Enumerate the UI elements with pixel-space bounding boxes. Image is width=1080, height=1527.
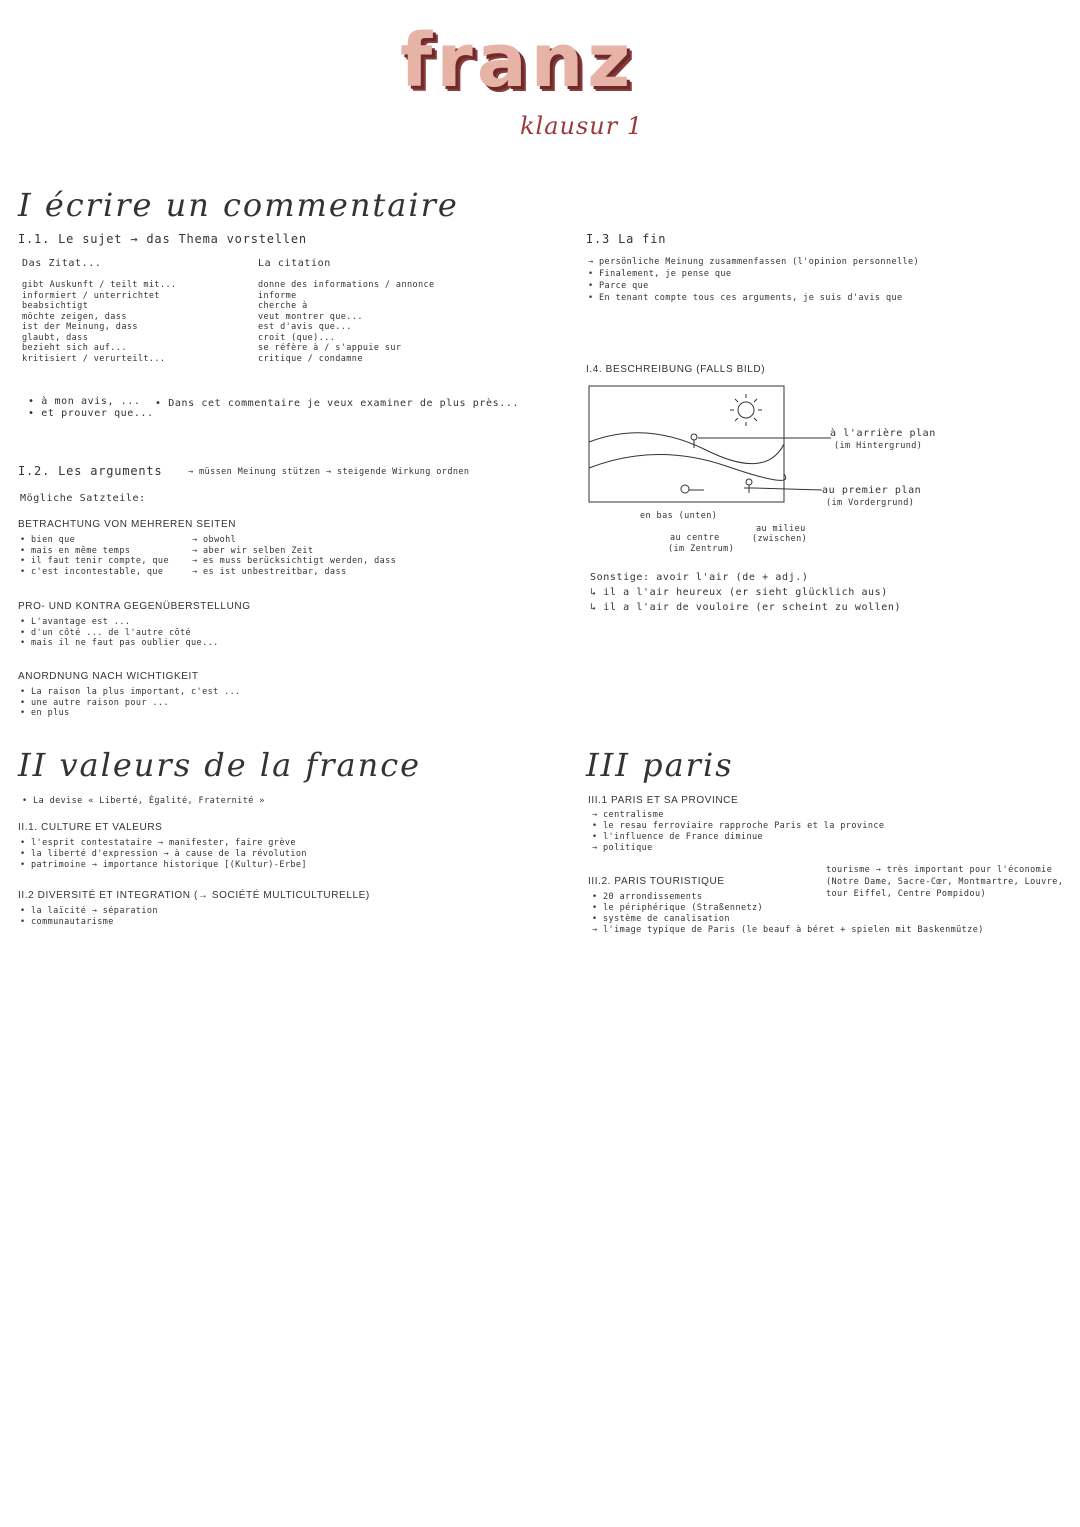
list-item: • communautarisme <box>20 917 114 927</box>
list-item: cherche à <box>258 301 308 311</box>
list-item: • c'est incontestable, que <box>20 566 164 577</box>
list-item: • Parce que <box>588 281 649 291</box>
list-item: • mais il ne faut pas oublier que... <box>20 638 219 648</box>
list-item: → centralisme <box>592 810 664 820</box>
list-item: → es ist unbestreitbar, dass <box>192 566 347 577</box>
list-item: • Finalement, je pense que <box>588 269 732 279</box>
list-item: tour Eiffel, Centre Pompidou) <box>826 889 987 899</box>
list-item: bezieht sich auf... <box>22 343 127 353</box>
label-center: au centre <box>670 533 720 543</box>
label-front: au premier plan <box>822 485 922 496</box>
list-item: critique / condamne <box>258 353 363 364</box>
sketch-frame <box>589 386 784 502</box>
list-item: • La raison la plus important, c'est ... <box>20 687 241 697</box>
diversity-list <box>20 906 158 928</box>
subsection-1-1-title: I.1. Le sujet → das Thema vorstellen <box>18 232 307 246</box>
list-item: • l'esprit contestataire → manifester, faire grève <box>20 838 296 848</box>
group-1-left <box>20 535 169 577</box>
page-subtitle: klausur 1 <box>520 112 644 140</box>
list-item: glaubt, dass <box>22 332 89 343</box>
list-item: • patrimoine → importance historique [(Kultur)-Erbe] <box>20 860 307 870</box>
list-item: • il faut tenir compte, que <box>20 556 169 566</box>
list-item: • 20 arrondissements <box>592 892 703 902</box>
list-item: → es muss berücksichtigt werden, dass <box>192 556 397 566</box>
group-1-right <box>192 535 396 577</box>
list-item: ↳ il a l'air de vouloire (er scheint zu wollen) <box>590 602 902 613</box>
list-item: → l'image typique de Paris (le beauf à béret + spielen mit Baskenmütze) <box>592 925 984 935</box>
arguments-note: → müssen Meinung stützen → steigende Wirkung ordnen <box>188 467 470 477</box>
section-3-heading: III paris <box>586 746 734 784</box>
list-item: • la liberté d'expression → à cause de la révolution <box>20 849 307 859</box>
devise: • La devise « Liberté, Égalité, Fraternité » <box>22 796 265 806</box>
subsection-3-1-title: III.1 PARIS ET SA PROVINCE <box>588 795 739 806</box>
list-item: est d'avis que... <box>258 322 352 332</box>
list-item: • bien que <box>20 535 76 545</box>
label-front-de: (im Vordergrund) <box>826 498 915 508</box>
list-item: Sonstige: avoir l'air (de + adj.) <box>590 572 809 583</box>
list-item: → persönliche Meinung zusammenfassen (l'opinion personnelle) <box>588 257 920 267</box>
citation-left-head: Das Zitat... <box>22 258 102 269</box>
paris-province-list <box>592 810 884 854</box>
list-item: beabsichtigt <box>22 301 89 311</box>
list-item: • l'influence de France diminue <box>592 832 764 842</box>
other-phrases <box>590 570 901 615</box>
list-item: möchte zeigen, dass <box>22 311 127 322</box>
list-item: • et prouver que... <box>28 408 154 419</box>
list-item: kritisiert / verurteilt... <box>22 353 166 364</box>
sun-icon <box>730 394 762 426</box>
conclusion-list <box>588 256 919 304</box>
list-item: • L'avantage est ... <box>20 617 131 627</box>
person-front-icon <box>744 479 754 493</box>
section-1-heading: I écrire un commentaire <box>18 186 459 224</box>
list-item: gibt Auskunft / teilt mit... <box>22 280 177 290</box>
hill-front <box>589 454 786 480</box>
list-item: informe <box>258 290 297 301</box>
label-back-de: (im Hintergrund) <box>834 441 923 451</box>
list-item: croit (que)... <box>258 332 336 343</box>
label-middle: au milieu <box>756 524 806 534</box>
list-item: • la laïcité → séparation <box>20 906 158 916</box>
list-item: • En tenant compte tous ces arguments, je suis d'avis que <box>588 293 903 303</box>
list-item: • le resau ferroviaire rapproche Paris et la province <box>592 821 885 831</box>
citation-right-list <box>258 280 435 364</box>
subsection-2-2-title: II.2 DIVERSITÉ ET INTEGRATION (→ SOCIÉTÉ MULTICULTURELLE) <box>18 890 370 901</box>
list-item: • en plus <box>20 708 70 718</box>
list-item: → aber wir selben Zeit <box>192 545 314 556</box>
dog-icon <box>681 485 704 493</box>
citation-right-head: La citation <box>258 258 331 269</box>
label-center-de: (im Zentrum) <box>668 544 735 554</box>
section-2-heading: II valeurs de la france <box>18 746 422 784</box>
group-2-list <box>20 617 219 649</box>
label-back: à l'arrière plan <box>830 428 936 439</box>
page-title: franz <box>400 18 635 104</box>
group-2-heading: PRO- UND KONTRA GEGENÜBERSTELLUNG <box>18 601 251 612</box>
list-item: donne des informations / annonce <box>258 280 435 290</box>
subsection-1-3-title: I.3 La fin <box>586 232 667 246</box>
intro-phrase-b: • Dans cet commentaire je veux examiner de plus près... <box>155 398 520 409</box>
label-bottom: en bas (unten) <box>640 511 718 521</box>
list-item: tourisme → très important pour l'économie <box>826 865 1053 875</box>
subsection-1-2-title: I.2. Les arguments <box>18 464 163 478</box>
subsection-3-2-title: III.2. PARIS TOURISTIQUE <box>588 876 725 887</box>
list-item: se réfère à / s'appuie sur <box>258 343 402 353</box>
list-item: ist der Meinung, dass <box>22 322 138 332</box>
list-item: • mais en même temps <box>20 545 131 556</box>
tourism-note <box>826 864 1063 900</box>
list-item: (Notre Dame, Sacre-Cœr, Montmartre, Louvre, <box>826 877 1064 887</box>
list-item: • à mon avis, ... <box>28 396 141 407</box>
list-item: • le périphérique (Straßennetz) <box>592 903 764 913</box>
label-middle-de: (zwischen) <box>752 534 808 544</box>
list-item: • une autre raison pour ... <box>20 697 169 708</box>
list-item: → politique <box>592 843 653 853</box>
list-item: • d'un côté ... de l'autre côté <box>20 627 192 638</box>
subsection-2-1-title: II.1. CULTURE ET VALEURS <box>18 822 163 833</box>
group-1-heading: BETRACHTUNG VON MEHREREN SEITEN <box>18 519 237 530</box>
citation-left-list <box>22 280 177 364</box>
list-item: → obwohl <box>192 535 237 545</box>
subsection-1-4-title: I.4. BESCHREIBUNG (FALLS BILD) <box>586 364 766 375</box>
culture-list <box>20 838 307 871</box>
group-3-heading: ANORDNUNG NACH WICHTIGKEIT <box>18 671 199 682</box>
group-3-list <box>20 687 241 719</box>
list-item: informiert / unterrichtet <box>22 290 160 301</box>
pointer-line-front <box>754 488 822 490</box>
list-item: veut montrer que... <box>258 311 363 322</box>
list-item: • système de canalisation <box>592 914 730 924</box>
intro-phrases <box>28 396 154 420</box>
arguments-subhead: Mögliche Satzteile: <box>20 493 146 504</box>
list-item: ↳ il a l'air heureux (er sieht glücklich aus) <box>590 587 888 598</box>
